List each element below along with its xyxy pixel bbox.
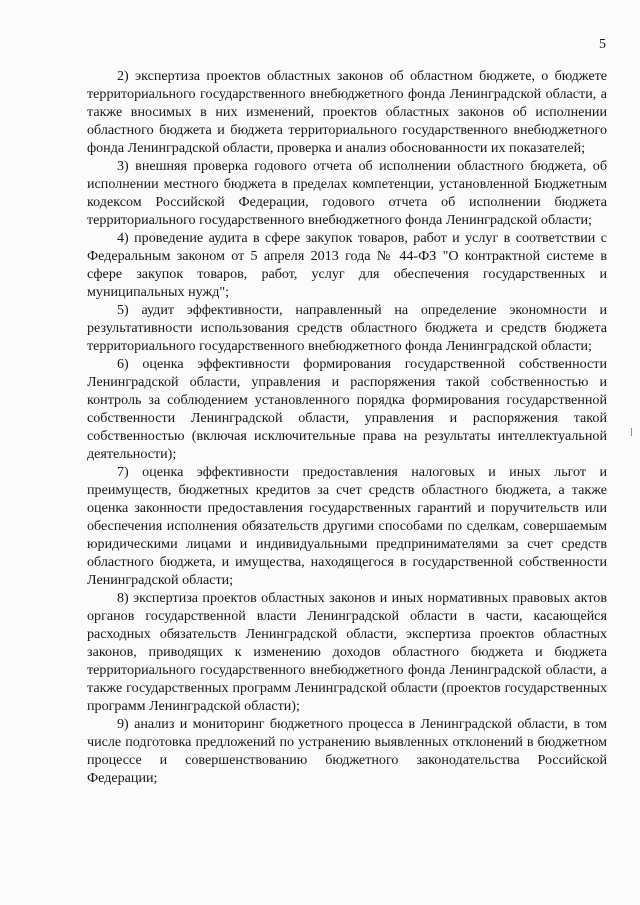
list-item-8: 8) экспертиза проектов областных законов и иных нормативных правовых актов органов государственной власти Ленинградской области в части, касающейся расходных обязательств Ленинградской области, экспертиза проектов областных законов, приводящих к изменению доходов областного бюджета и бюджета территориального государственного внебюджетного фонда Ленинградской области, а также государственных программ Ленинградской области (проектов государственных программ Ленинградской области); [87, 590, 607, 714]
list-item-7: 7) оценка эффективности предоставления налоговых и иных льгот и преимуществ, бюджетных кредитов за счет средств областного бюджета, а также оценка законности предоставления государственных гарантий и поручительств или обеспечения исполнения обязательств другими способами по сделкам, совершаемым юридическими лицами и индивидуальными предпринимателями за счет средств областного бюджета, и имущества, находящегося в государственной собственности Ленинградской области; [87, 464, 607, 588]
page-number: 5 [599, 37, 606, 52]
list-item-9: 9) анализ и мониторинг бюджетного процесса в Ленинградской области, в том числе подготовка предложений по устранению выявленных отклонений в бюджетном процессе и совершенствованию бюджетного законодательства Российской Федерации; [87, 716, 607, 786]
scan-margin-mark [631, 428, 632, 436]
list-item-4: 4) проведение аудита в сфере закупок товаров, работ и услуг в соответствии с Федеральным законом от 5 апреля 2013 года № 44-ФЗ "О контрактной системе в сфере закупок товаров, работ, услуг для обеспечения государственных и муниципальных нужд"; [87, 230, 607, 300]
list-item-3: 3) внешняя проверка годового отчета об исполнении областного бюджета, об исполнении местного бюджета в пределах компетенции, установленной Бюджетным кодексом Российской Федерации, годового отчета об исполнении бюджета территориального государственного внебюджетного фонда Ленинградской области; [87, 158, 607, 228]
list-item-2: 2) экспертиза проектов областных законов об областном бюджете, о бюджете территориального государственного внебюджетного фонда Ленинградской области, а также вносимых в них изменений, проектов областных законов об исполнении областного бюджета и бюджета территориального государственного внебюджетного фонда Ленинградской области, проверка и анализ обоснованности их показателей; [87, 68, 607, 156]
document-body [87, 67, 607, 787]
list-item-5: 5) аудит эффективности, направленный на определение экономности и результативности использования средств областного бюджета и средств бюджета территориального государственного внебюджетного фонда Ленинградской области; [87, 302, 607, 354]
list-item-6: 6) оценка эффективности формирования государственной собственности Ленинградской области, управления и распоряжения такой собственностью и контроль за соблюдением установленного порядка формирования государственной собственности Ленинградской области, управления и распоряжения такой собственностью (включая исключительные права на результаты интеллектуальной деятельности); [87, 356, 607, 462]
